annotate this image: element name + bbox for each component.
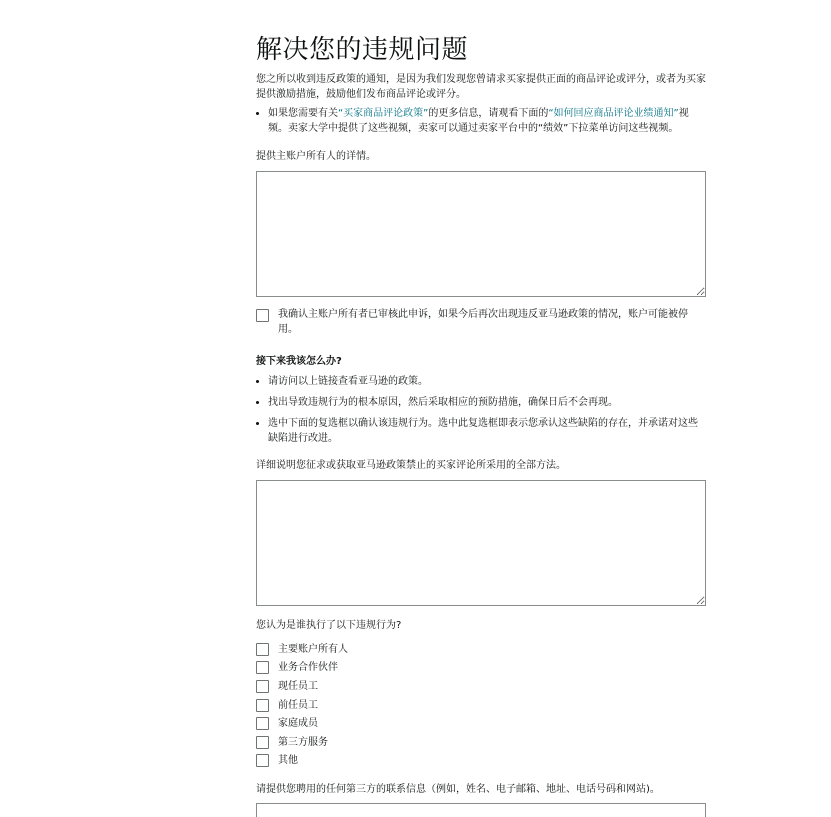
- info-suffix: 视频。卖家大学中提供了这些视频，卖家可以通过卖家平台中的“绩效”下拉菜单访问这些视频。: [268, 108, 689, 134]
- who-option-label: 现任员工: [278, 680, 318, 692]
- who-options: [256, 640, 706, 770]
- who-option-label: 主要账户所有人: [278, 643, 348, 655]
- who-option-checkbox[interactable]: [256, 643, 269, 656]
- buyer-review-policy-link[interactable]: “买家商品评论政策”: [338, 108, 429, 119]
- who-option-checkbox[interactable]: [256, 754, 269, 767]
- who-option-checkbox[interactable]: [256, 736, 269, 749]
- who-option-checkbox[interactable]: [256, 717, 269, 730]
- owner-details-label: 提供主账户所有人的详情。: [256, 151, 376, 162]
- review-notification-video-link[interactable]: “如何回应商品评论业绩通知”: [548, 108, 679, 119]
- owner-confirm-row[interactable]: [256, 307, 706, 337]
- methods-textarea[interactable]: [256, 480, 706, 606]
- appeal-form: [256, 32, 706, 817]
- who-option-row[interactable]: [256, 752, 706, 771]
- who-option-row[interactable]: [256, 677, 706, 696]
- intro-text: 您之所以收到违反政策的通知，是因为我们发现您曾请求买家提供正面的商品评论或评分，或者为买家提供激励措施，鼓励他们发布商品评论或评分。: [256, 74, 706, 100]
- info-list: [256, 106, 706, 136]
- who-option-label: 业务合作伙伴: [278, 662, 338, 674]
- page-title: 解决您的违规问题: [256, 35, 469, 65]
- who-option-label: 其他: [278, 755, 298, 767]
- owner-details-textarea[interactable]: [256, 171, 706, 297]
- third-party-contact-textarea[interactable]: [256, 803, 706, 817]
- who-label: 您认为是谁执行了以下违规行为?: [256, 620, 402, 631]
- next-step-item: • 选中下面的复选框以确认该违规行为。选中此复选框即表示您承认这些缺陷的存在，并承诺对这些缺陷进行改进。: [268, 416, 706, 446]
- next-steps-list: [256, 374, 706, 446]
- info-middle: 的更多信息，请观看下面的: [428, 108, 549, 119]
- who-option-row[interactable]: [256, 733, 706, 752]
- next-step-item: • 请访问以上链接查看亚马逊的政策。: [268, 374, 706, 389]
- who-option-row[interactable]: [256, 640, 706, 659]
- methods-label: 详细说明您征求或获取亚马逊政策禁止的买家评论所采用的全部方法。: [256, 460, 566, 471]
- info-bullet: [268, 106, 706, 136]
- who-option-label: 前任员工: [278, 699, 318, 711]
- info-prefix: 如果您需要有关: [268, 108, 338, 119]
- who-option-label: 第三方服务: [278, 736, 328, 748]
- who-option-label: 家庭成员: [278, 718, 318, 730]
- next-step-item: • 找出导致违规行为的根本原因，然后采取相应的预防措施，确保日后不会再现。: [268, 395, 706, 410]
- who-option-row[interactable]: [256, 714, 706, 733]
- who-option-row[interactable]: [256, 659, 706, 678]
- third-party-contact-label: 请提供您聘用的任何第三方的联系信息（例如，姓名、电子邮箱、地址、电话号码和网站)。: [256, 784, 660, 796]
- owner-confirm-label: 我确认主账户所有者已审核此申诉，如果今后再次出现违反亚马逊政策的情况，账户可能被停用。: [278, 309, 688, 335]
- owner-confirm-checkbox[interactable]: [256, 309, 269, 322]
- who-option-row[interactable]: [256, 696, 706, 715]
- who-option-checkbox[interactable]: [256, 699, 269, 712]
- who-option-checkbox[interactable]: [256, 680, 269, 693]
- next-steps-heading: 接下来我该怎么办?: [256, 356, 342, 367]
- who-option-checkbox[interactable]: [256, 661, 269, 674]
